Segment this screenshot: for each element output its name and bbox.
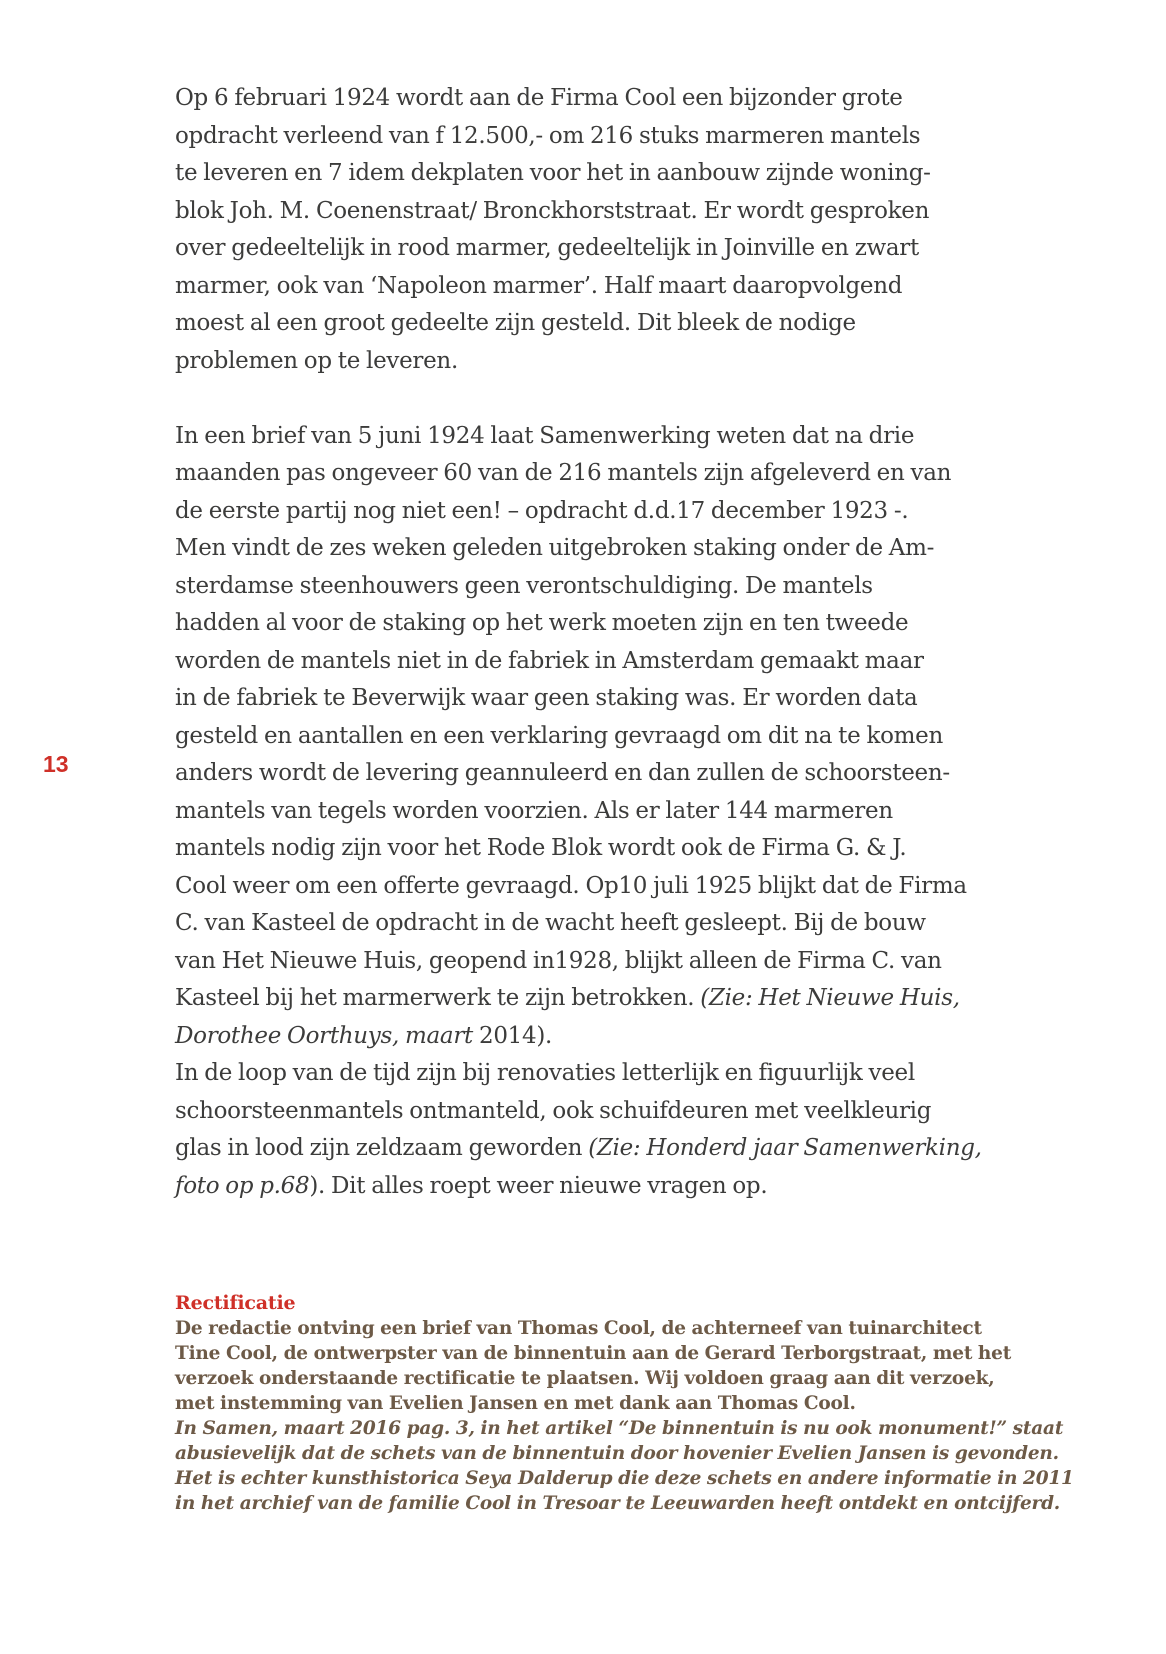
text-line: [175, 793, 1055, 831]
text-line: [175, 1018, 1055, 1056]
paragraph-contract-1924: [175, 80, 1055, 380]
text-segment: Kasteel bij het marmerwerk te zijn betrokken.: [175, 985, 701, 1011]
text-line: [175, 493, 1055, 531]
text-line: [175, 680, 1055, 718]
text-segment: Het is echter kunsthistorica Seya Dalderup die deze schets en andere informatie in 2011: [175, 1468, 1074, 1489]
text-segment: verzoek onderstaande rectificatie te plaatsen. Wij voldoen graag aan dit verzoek,: [175, 1368, 995, 1389]
text-segment: In Samen, maart 2016 pag. 3, in het artikel “De binnentuin is nu ook monument!” staat: [175, 1418, 1064, 1439]
text-line: [175, 568, 1055, 606]
text-segment: In een brief van 5 juni 1924 laat Samenwerking weten dat na drie: [175, 422, 915, 449]
text-segment: gesteld en aantallen en een verklaring gevraagd om dit na te komen: [175, 722, 943, 749]
text-segment: Men vindt de zes weken geleden uitgebroken staking onder de Am-: [175, 535, 935, 561]
paragraph-letter-june-1924: [175, 418, 1055, 1206]
text-segment: ). Dit alles roept weer nieuwe vragen op.: [309, 1172, 768, 1199]
text-line: [175, 530, 1055, 568]
text-line: [175, 1416, 1064, 1441]
rectification-section: [175, 1291, 1074, 1516]
text-line: [175, 418, 1055, 456]
page-number: 13: [43, 751, 69, 777]
text-segment: In de loop van de tijd zijn bij renovaties letterlijk en figuurlijk veel: [175, 1060, 915, 1086]
italic-text-segment: Dorothee Oorthuys, maart: [175, 1022, 479, 1049]
text-segment: blok Joh. M. Coenenstraat/ Bronckhorststraat. Er wordt gesproken: [175, 197, 930, 224]
text-segment: Tine Cool, de ontwerpster van de binnentuin aan de Gerard Terborgstraat, met het: [175, 1343, 1012, 1364]
rectification-heading: Rectificatie: [175, 1292, 296, 1314]
text-segment: Cool weer om een offerte gevraagd. Op10 juli 1925 blijkt dat de Firma: [175, 872, 967, 899]
text-segment: de eerste partij nog niet een! – opdracht d.d.17 december 1923 -.: [175, 497, 909, 524]
text-line: [175, 980, 1055, 1018]
italic-text-segment: (Zie: Honderd jaar Samenwerking,: [588, 1135, 982, 1161]
text-line: [175, 1316, 1055, 1341]
italic-text-segment: foto op p.68: [175, 1172, 310, 1199]
text-segment: 2014).: [479, 1022, 553, 1049]
text-line: [175, 1130, 1055, 1168]
text-segment: sterdamse steenhouwers geen verontschuldiging. De mantels: [175, 572, 873, 599]
text-segment: glas in lood zijn zeldzaam geworden: [175, 1135, 589, 1161]
text-line: [175, 305, 1055, 343]
text-line: [175, 1055, 1055, 1093]
text-segment: worden de mantels niet in de fabriek in Amsterdam gemaakt maar: [175, 647, 924, 674]
text-line: [175, 1441, 1059, 1466]
text-segment: in het archief van de familie Cool in Tresoar te Leeuwarden heeft ontdekt en ontcijferd.: [175, 1493, 1061, 1514]
text-line: [175, 605, 1055, 643]
text-line: [175, 230, 1055, 268]
text-segment: De redactie ontving een brief van Thomas Cool, de achterneef van tuinarchitect: [175, 1318, 982, 1339]
text-segment: anders wordt de levering geannuleerd en dan zullen de schoorsteen-: [175, 760, 950, 786]
text-line: [175, 905, 1055, 943]
text-line: [175, 755, 1055, 793]
text-line: [175, 1466, 1074, 1491]
text-segment: over gedeeltelijk in rood marmer, gedeeltelijk in Joinville en zwart: [175, 235, 919, 261]
text-segment: maanden pas ongeveer 60 van de 216 mantels zijn afgeleverd en van: [175, 460, 952, 486]
text-segment: mantels nodig zijn voor het Rode Blok wordt ook de Firma G. & J.: [175, 835, 907, 861]
text-segment: van Het Nieuwe Huis, geopend in1928, blijkt alleen de Firma C. van: [175, 947, 942, 974]
text-line: [175, 1391, 1055, 1416]
text-segment: opdracht verleend van f 12.500,- om 216 stuks marmeren mantels: [175, 122, 921, 149]
text-line: [175, 1491, 1061, 1516]
text-segment: marmer, ook van ‘Napoleon marmer’. Half maart daaropvolgend: [175, 272, 903, 299]
text-line: [175, 1093, 1055, 1131]
text-line: [175, 268, 1055, 306]
text-segment: hadden al voor de staking op het werk moeten zijn en ten tweede: [175, 610, 909, 636]
text-line: [175, 155, 1055, 193]
text-segment: schoorsteenmantels ontmanteld, ook schuifdeuren met veelkleurig: [175, 1097, 932, 1124]
text-segment: problemen op te leveren.: [175, 347, 458, 374]
text-segment: C. van Kasteel de opdracht in de wacht heeft gesleept. Bij de bouw: [175, 910, 926, 936]
text-line: [175, 830, 1055, 868]
text-line: [175, 943, 1055, 981]
text-line: [175, 1168, 1055, 1206]
text-line: [175, 1341, 1055, 1366]
text-line: [175, 193, 1055, 231]
text-line: [175, 718, 1055, 756]
text-line: [175, 1366, 1055, 1391]
text-line: [175, 643, 1055, 681]
text-segment: Op 6 februari 1924 wordt aan de Firma Cool een bijzonder grote: [175, 85, 903, 111]
text-line: [175, 80, 1055, 118]
rectification-body: [175, 1316, 1055, 1416]
text-segment: met instemming van Evelien Jansen en met dank aan Thomas Cool.: [175, 1393, 856, 1414]
text-line: [175, 343, 1055, 381]
rectification-italic-note: [175, 1416, 1074, 1516]
text-segment: mantels van tegels worden voorzien. Als er later 144 marmeren: [175, 797, 893, 824]
text-line: [175, 455, 1055, 493]
text-segment: moest al een groot gedeelte zijn gesteld. Dit bleek de nodige: [175, 310, 856, 336]
text-segment: te leveren en 7 idem dekplaten voor het in aanbouw zijnde woning-: [175, 160, 931, 186]
text-segment: in de fabriek te Beverwijk waar geen staking was. Er worden data: [175, 685, 918, 711]
italic-text-segment: (Zie: Het Nieuwe Huis,: [700, 985, 960, 1011]
text-segment: abusievelijk dat de schets van de binnentuin door hovenier Evelien Jansen is gevonden.: [175, 1443, 1059, 1464]
article-body: [175, 80, 1055, 1205]
text-line: [175, 118, 1055, 156]
text-line: [175, 868, 1055, 906]
